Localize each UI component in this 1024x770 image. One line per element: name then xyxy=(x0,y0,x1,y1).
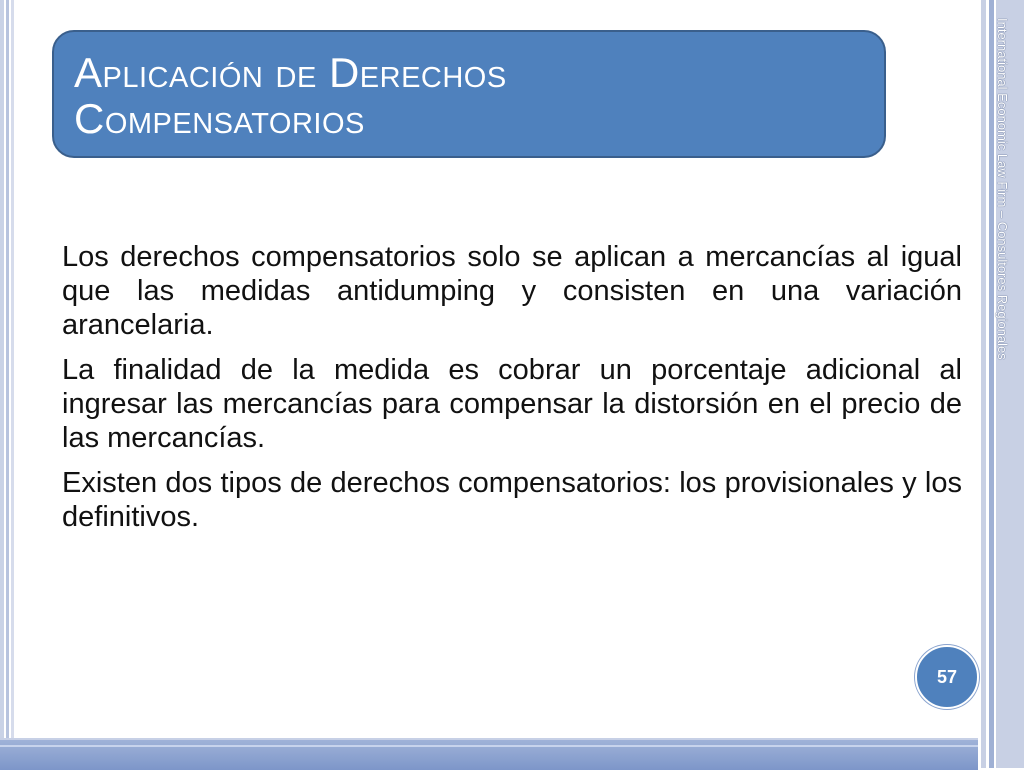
side-caption: International Economic Law Firm – Consultores Regionales xyxy=(995,18,1010,360)
body-paragraph-2: La finalidad de la medida es cobrar un porcentaje adicional al ingresar las mercancías para compensar la distorsión en el precio de las mercancías. xyxy=(62,354,962,454)
slide-body xyxy=(62,240,962,545)
left-decorative-rail xyxy=(0,0,14,768)
page-number-badge: 57 xyxy=(915,645,979,709)
body-paragraph-1: Los derechos compensatorios solo se aplican a mercancías al igual que las medidas antidumping y consisten en una variación arancelaria. xyxy=(62,241,962,341)
body-paragraph-3: Existen dos tipos de derechos compensatorios: los provisionales y los definitivos. xyxy=(62,467,962,533)
bottom-decorative-band xyxy=(0,738,978,770)
slide-title-line-2: Compensatorios xyxy=(74,95,365,142)
slide-title-line-1: Aplicación de Derechos xyxy=(74,49,507,96)
slide-title-box xyxy=(52,30,886,158)
